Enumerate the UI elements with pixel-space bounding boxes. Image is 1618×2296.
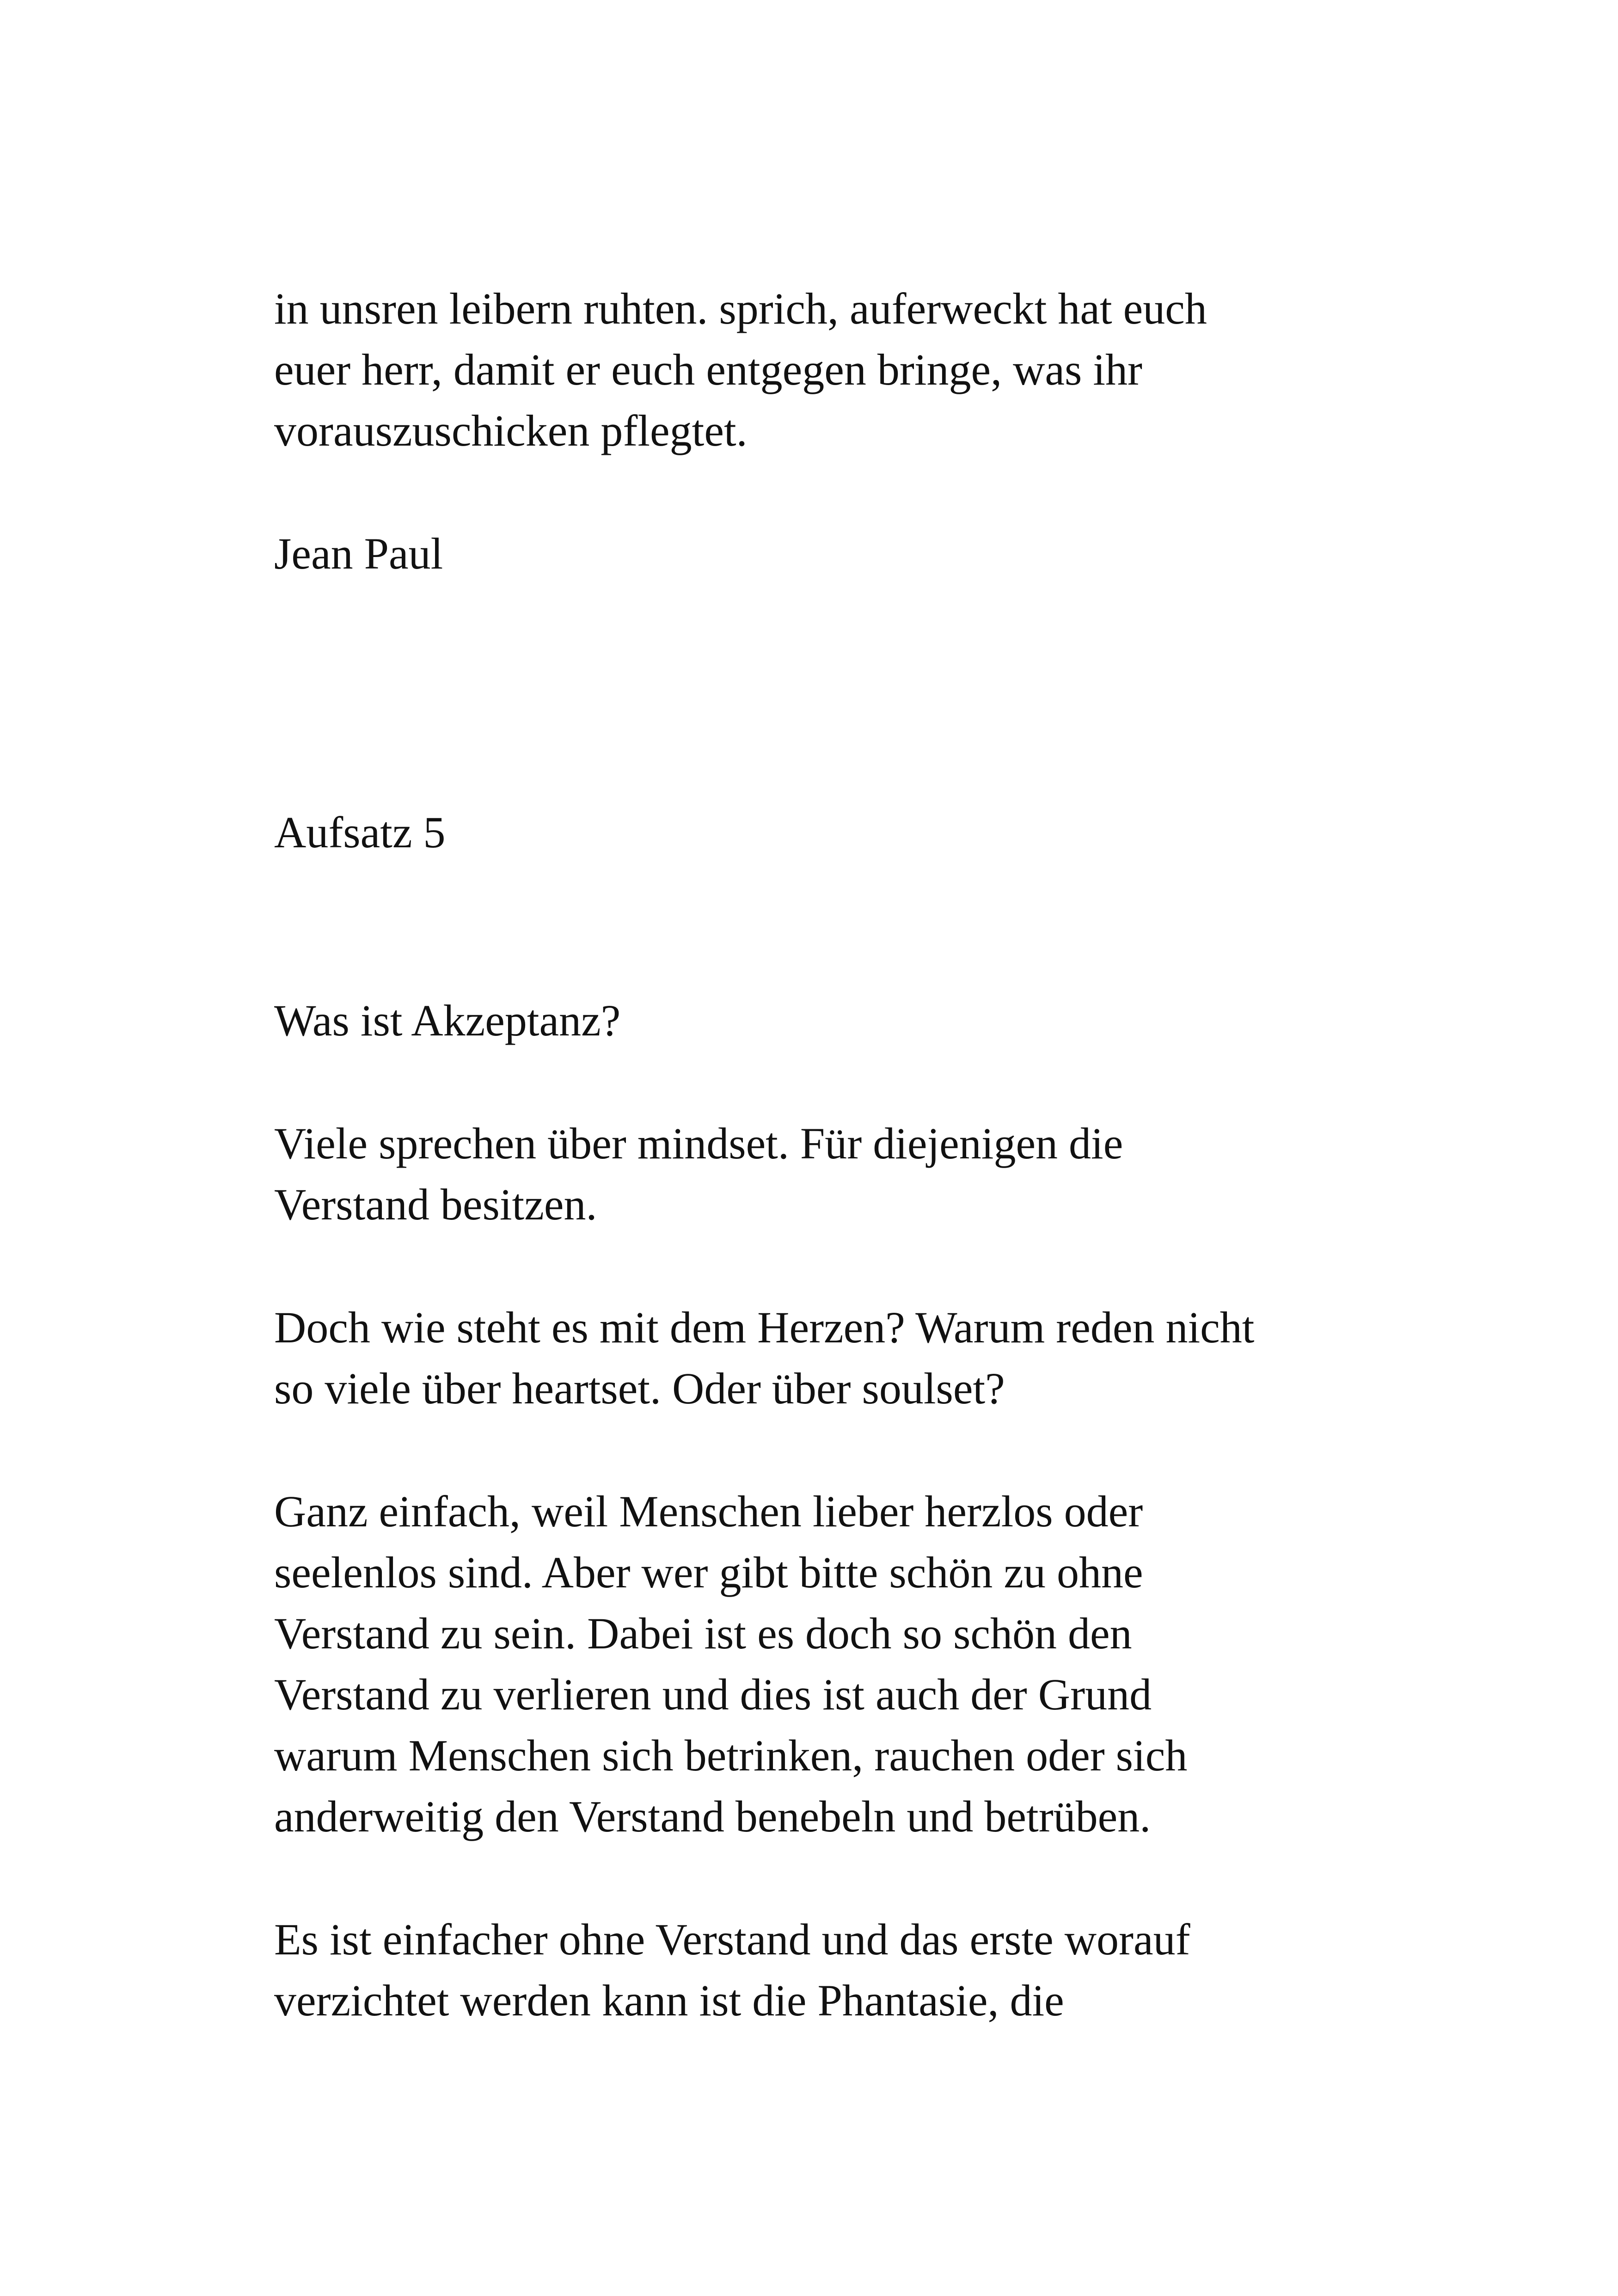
- paragraph-1-line-1: Viele sprechen über mindset. Für diejenigen die: [274, 1119, 1123, 1168]
- paragraph-3-line-2: seelenlos sind. Aber wer gibt bitte schön zu ohne: [274, 1548, 1143, 1597]
- paragraph-3-line-5: warum Menschen sich betrinken, rauchen oder sich: [274, 1731, 1188, 1780]
- paragraph-3-line-6: anderweitig den Verstand benebeln und betrüben.: [274, 1792, 1151, 1841]
- paragraph-1-line-2: Verstand besitzen.: [274, 1180, 597, 1229]
- fragment-line-3: vorauszuschicken pflegtet.: [274, 406, 748, 455]
- fragment-line-2: euer herr, damit er euch entgegen bringe, was ihr: [274, 345, 1142, 394]
- paragraph-4-line-2: verzichtet werden kann ist die Phantasie, die: [274, 1976, 1064, 2025]
- question-heading: Was ist Akzeptanz?: [274, 996, 621, 1045]
- attribution: Jean Paul: [274, 529, 443, 578]
- paragraph-4-line-1: Es ist einfacher ohne Verstand und das erste worauf: [274, 1915, 1190, 1964]
- paragraph-3-line-4: Verstand zu verlieren und dies ist auch der Grund: [274, 1670, 1152, 1719]
- fragment-line-1: in unsren leibern ruhten. sprich, auferweckt hat euch: [274, 284, 1207, 333]
- paragraph-2-line-1: Doch wie steht es mit dem Herzen? Warum reden nicht: [274, 1303, 1255, 1352]
- section-title: Aufsatz 5: [274, 808, 446, 857]
- paragraph-3-line-1: Ganz einfach, weil Menschen lieber herzlos oder: [274, 1487, 1143, 1536]
- paragraph-3-line-3: Verstand zu sein. Dabei ist es doch so schön den: [274, 1609, 1132, 1658]
- paragraph-2-line-2: so viele über heartset. Oder über soulset?: [274, 1364, 1005, 1413]
